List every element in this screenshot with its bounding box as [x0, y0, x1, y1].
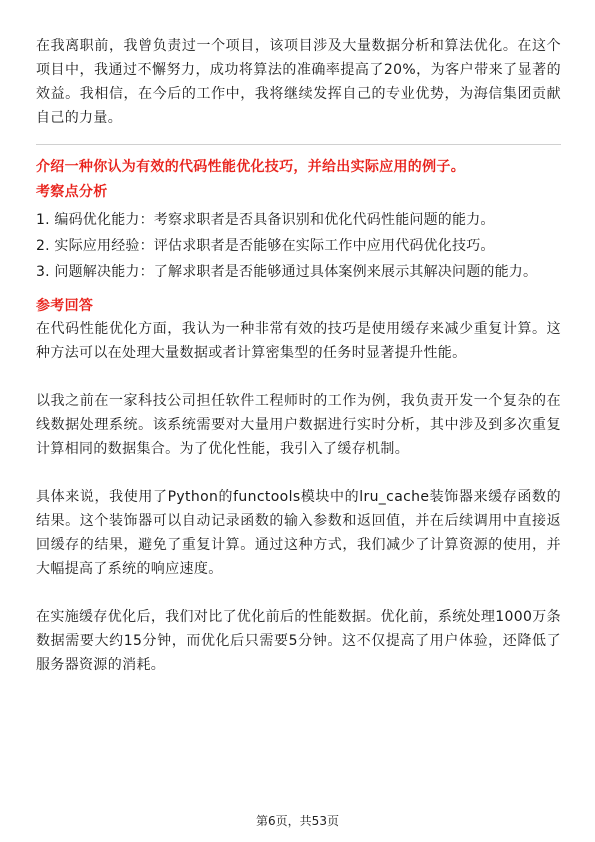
section-divider	[36, 144, 561, 145]
paragraph-spacer	[36, 461, 561, 485]
analysis-point: 1. 编码优化能力：考察求职者是否具备识别和优化代码性能问题的能力。	[36, 212, 495, 228]
paragraph-spacer	[36, 581, 561, 605]
answer-paragraph: 在代码性能优化方面，我认为一种非常有效的技巧是使用缓存来减少重复计算。这种方法可以在处理大量数据或者计算密集型的任务时显著提升性能。	[36, 321, 561, 361]
answer-title: 参考回答	[36, 298, 94, 314]
analysis-title: 考察点分析	[36, 184, 108, 200]
analysis-points-list	[36, 207, 561, 285]
answer-paragraph: 具体来说，我使用了Python的functools模块中的lru_cache装饰器来缓存函数的结果。这个装饰器可以自动记录函数的输入参数和返回值，并在后续调用中直接返回缓存的结果，避免了重复计算。通过这种方式，我们减少了计算资源的使用，并大幅提高了系统的响应速度。	[36, 489, 561, 577]
analysis-point: 2. 实际应用经验：评估求职者是否能够在实际工作中应用代码优化技巧。	[36, 238, 495, 254]
answer-paragraph: 在实施缓存优化后，我们对比了优化前后的性能数据。优化前，系统处理1000万条数据需要大约15分钟，而优化后只需要5分钟。这不仅提高了用户体验，还降低了服务器资源的消耗。	[36, 609, 561, 673]
question-heading: 介绍一种你认为有效的代码性能优化技巧，并给出实际应用的例子。	[36, 159, 465, 175]
analysis-point: 3. 问题解决能力：了解求职者是否能够通过具体案例来展示其解决问题的能力。	[36, 264, 538, 280]
answer-paragraph: 以我之前在一家科技公司担任软件工程师时的工作为例，我负责开发一个复杂的在线数据处理系统。该系统需要对大量用户数据进行实时分析，其中涉及到多次重复计算相同的数据集合。为了优化性能，我引入了缓存机制。	[36, 393, 561, 457]
page-content	[36, 34, 561, 677]
page-number-footer: 第6页，共53页	[256, 814, 339, 828]
paragraph-spacer	[36, 365, 561, 389]
intro-paragraph: 在我离职前，我曾负责过一个项目，该项目涉及大量数据分析和算法优化。在这个项目中，我通过不懈努力，成功将算法的准确率提高了20%，为客户带来了显著的效益。我相信，在今后的工作中，我将继续发挥自己的专业优势，为海信集团贡献自己的力量。	[36, 38, 561, 126]
